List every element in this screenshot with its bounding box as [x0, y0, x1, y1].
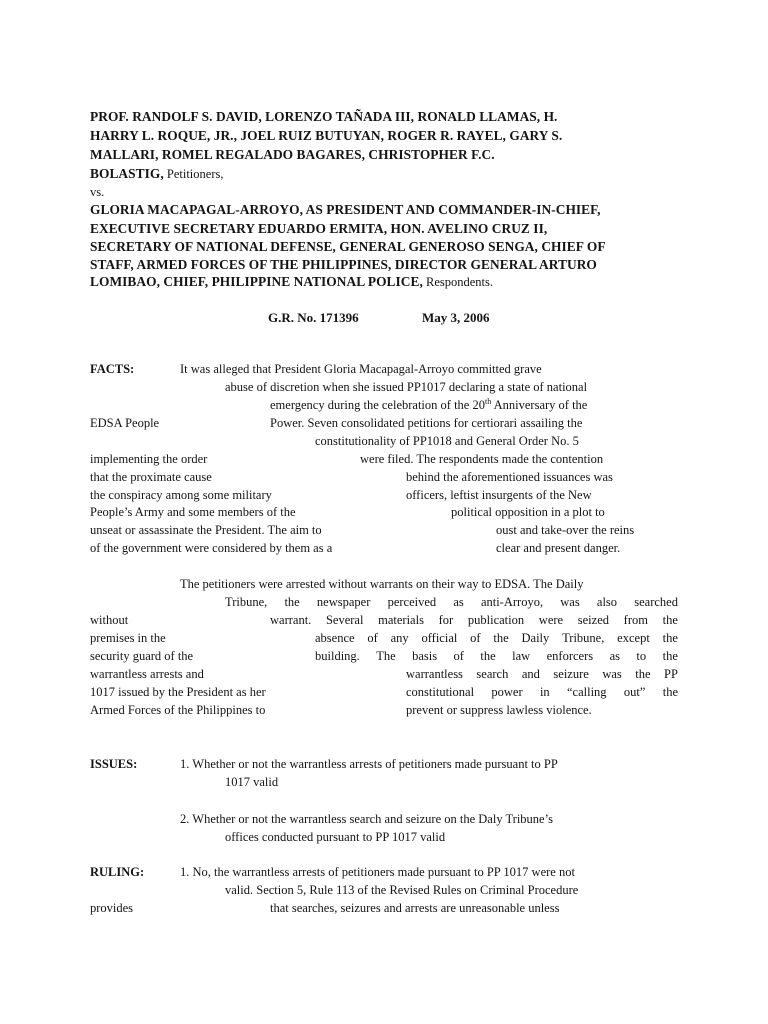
- facts-line: EDSA People: [90, 416, 160, 430]
- paragraph-line: without: [90, 613, 129, 627]
- word: official: [421, 631, 458, 645]
- facts-label: FACTS:: [90, 362, 135, 376]
- respondents-line-5: [90, 273, 493, 291]
- facts-line: officers, leftist insurgents of the New: [406, 488, 592, 502]
- word: search: [476, 667, 509, 681]
- facts-line: oust and take-over the reins: [496, 523, 635, 537]
- word: PP: [664, 667, 678, 681]
- petitioners-line-3: MALLARI, ROMEL REGALADO BAGARES, CHRISTOPHER F.C.: [90, 147, 495, 162]
- gr-number: G.R. No. 171396: [268, 310, 359, 325]
- word: enforcers: [546, 649, 594, 663]
- paragraph-line: prevent or suppress lawless violence.: [406, 703, 592, 717]
- facts-line: clear and present danger.: [496, 541, 621, 555]
- word: was: [560, 595, 580, 609]
- paragraph-line: [270, 611, 678, 629]
- word: newspaper: [316, 595, 371, 609]
- paragraph-line: [225, 593, 678, 611]
- word: warrant.: [270, 613, 312, 627]
- paragraph-line: [406, 665, 678, 683]
- facts-line: behind the aforementioned issuances was: [406, 470, 613, 484]
- word: “calling: [566, 685, 607, 699]
- petitioners-line-2: HARRY L. ROQUE, JR., JOEL RUIZ BUTUYAN, ROGER R. RAYEL, GARY S.: [90, 128, 563, 143]
- petitioners-label: Petitioners,: [163, 167, 224, 181]
- word: the: [635, 667, 651, 681]
- facts-line: Power. Seven consolidated petitions for certiorari assailing the: [270, 416, 583, 430]
- facts-line: [270, 396, 587, 414]
- word: building.: [315, 649, 360, 663]
- issue-1-line-2: 1017 valid: [225, 775, 279, 789]
- word: except: [617, 631, 650, 645]
- petitioners-line-4: [90, 165, 223, 183]
- word: basis: [412, 649, 438, 663]
- word: was: [602, 667, 622, 681]
- word: were: [538, 613, 564, 627]
- respondents-line-1: GLORIA MACAPAGAL-ARROYO, AS PRESIDENT AND COMMANDER-IN-CHIEF,: [90, 202, 601, 217]
- paragraph-line: warrantless arrests and: [90, 667, 204, 681]
- issues-label: ISSUES:: [90, 757, 138, 771]
- respondents-last-name: LOMIBAO, CHIEF, PHILIPPINE NATIONAL POLICE,: [90, 274, 423, 289]
- facts-line: of the government were considered by them as a: [90, 541, 333, 555]
- word: in: [539, 685, 550, 699]
- word: constitutional: [406, 685, 475, 699]
- facts-line: unseat or assassinate the President. The aim to: [90, 523, 322, 537]
- issue-2-line-2: offices conducted pursuant to PP 1017 valid: [225, 830, 446, 844]
- petitioners-last-name: BOLASTIG,: [90, 166, 164, 181]
- issue-2-line-1: 2. Whether or not the warrantless search and seizure on the Daly Tribune’s: [180, 812, 553, 826]
- word: the: [493, 631, 509, 645]
- facts-line: It was alleged that President Gloria Macapagal-Arroyo committed grave: [180, 362, 542, 376]
- respondents-label: Respondents.: [422, 275, 494, 289]
- issue-1-line-1: 1. Whether or not the warrantless arrests of petitioners made pursuant to PP: [180, 757, 558, 771]
- facts-line: that the proximate cause: [90, 470, 212, 484]
- word: materials: [378, 613, 424, 627]
- word: for: [438, 613, 454, 627]
- facts-line: the conspiracy among some military: [90, 488, 272, 502]
- word: of: [453, 649, 464, 663]
- word: Several: [325, 613, 364, 627]
- word: as: [453, 595, 464, 609]
- ruling-line-3a: provides: [90, 901, 134, 915]
- word: anti-Arroyo,: [480, 595, 544, 609]
- facts-line: political opposition in a plot to: [451, 505, 605, 519]
- word: the: [662, 685, 678, 699]
- word: the: [662, 649, 678, 663]
- ruling-line-2: valid. Section 5, Rule 113 of the Revised Rules on Criminal Procedure: [225, 883, 579, 897]
- word: of: [470, 631, 481, 645]
- word: The: [376, 649, 396, 663]
- word: Tribune,: [225, 595, 268, 609]
- paragraph-line: [315, 647, 678, 665]
- word: seized: [577, 613, 609, 627]
- petitioners-line-1: PROF. RANDOLF S. DAVID, LORENZO TAÑADA III, RONALD LLAMAS, H.: [90, 109, 558, 124]
- paragraph-line: The petitioners were arrested without warrants on their way to EDSA. The Daily: [180, 577, 584, 591]
- paragraph-line: [315, 629, 678, 647]
- word: absence: [315, 631, 355, 645]
- ruling-line-3b: that searches, seizures and arrests are unreasonable unless: [270, 901, 560, 915]
- word: to: [636, 649, 647, 663]
- word: searched: [634, 595, 678, 609]
- versus-label: vs.: [90, 185, 105, 199]
- respondents-line-3: SECRETARY OF NATIONAL DEFENSE, GENERAL GENEROSO SENGA, CHIEF OF: [90, 239, 606, 254]
- facts-line: were filed. The respondents made the contention: [360, 452, 604, 466]
- facts-text: Anniversary of the: [491, 398, 588, 412]
- word: seizure: [553, 667, 589, 681]
- word: warrantless: [406, 667, 463, 681]
- word: law: [512, 649, 531, 663]
- word: perceived: [387, 595, 437, 609]
- paragraph-line: security guard of the: [90, 649, 194, 663]
- word: as: [609, 649, 620, 663]
- paragraph-line: premises in the: [90, 631, 166, 645]
- ruling-line-1: 1. No, the warrantless arrests of petitioners made pursuant to PP 1017 were not: [180, 865, 575, 879]
- facts-superscript: th: [484, 396, 492, 406]
- paragraph-line: 1017 issued by the President as her: [90, 685, 266, 699]
- facts-line: People’s Army and some members of the: [90, 505, 296, 519]
- word: from: [623, 613, 648, 627]
- facts-line: abuse of discretion when she issued PP1017 declaring a state of national: [225, 380, 588, 394]
- word: publication: [467, 613, 525, 627]
- decision-date: May 3, 2006: [422, 310, 490, 325]
- paragraph-line: [406, 683, 678, 701]
- respondents-line-2: EXECUTIVE SECRETARY EDUARDO ERMITA, HON. AVELINO CRUZ II,: [90, 221, 548, 236]
- word: of: [367, 631, 378, 645]
- word: also: [596, 595, 618, 609]
- word: out”: [623, 685, 646, 699]
- word: the: [284, 595, 300, 609]
- word: the: [480, 649, 496, 663]
- word: the: [662, 613, 678, 627]
- paragraph-line: Armed Forces of the Philippines to: [90, 703, 266, 717]
- respondents-line-4: STAFF, ARMED FORCES OF THE PHILIPPINES, DIRECTOR GENERAL ARTURO: [90, 257, 597, 272]
- word: Tribune,: [562, 631, 605, 645]
- facts-text: emergency during the celebration of the 20: [270, 398, 485, 412]
- word: any: [390, 631, 409, 645]
- word: and: [521, 667, 540, 681]
- facts-line: constitutionality of PP1018 and General Order No. 5: [315, 434, 579, 448]
- ruling-label: RULING:: [90, 865, 145, 879]
- word: power: [491, 685, 523, 699]
- word: the: [662, 631, 678, 645]
- facts-line: implementing the order: [90, 452, 208, 466]
- word: Daily: [521, 631, 550, 645]
